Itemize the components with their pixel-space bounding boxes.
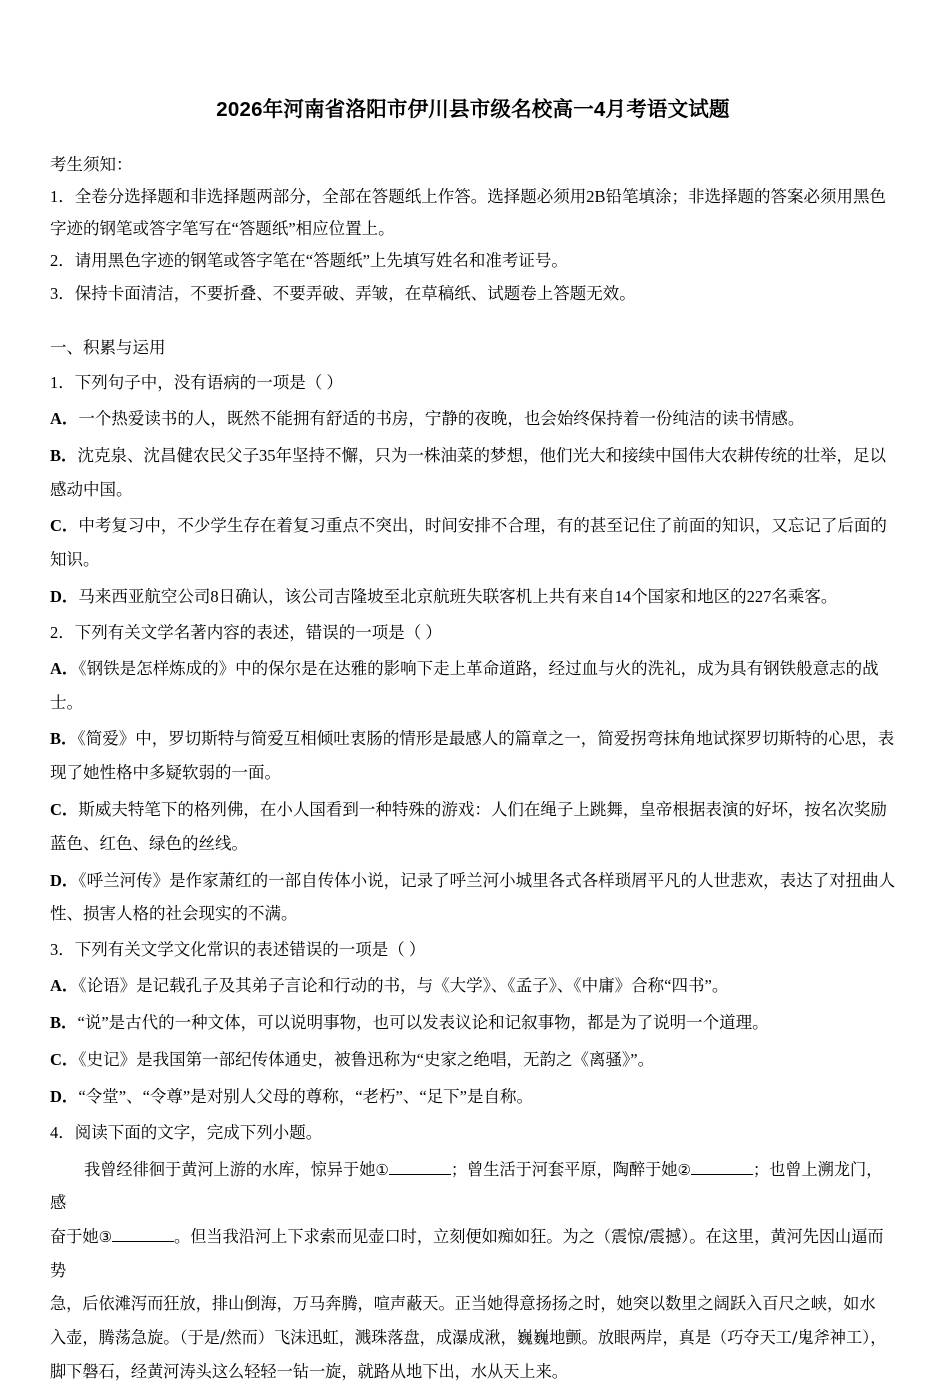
question-text: 下列有关文学文化常识的表述错误的一项是（ ） <box>74 940 426 960</box>
question-number: 2． <box>50 622 75 642</box>
question-stem <box>50 616 896 649</box>
notice-heading: 考生须知： <box>50 154 133 174</box>
passage-line: 急，后依滩泻而狂放，排山倒海，万马奔腾，喧声蔽天。正当她得意扬扬之时，她突以数里之阔跃入百尺之峡，如水 <box>50 1294 876 1314</box>
option-text: 《钢铁是怎样炼成的》中的保尔是在达雅的影响下走上革命道路，经过血与火的洗礼，成为具有钢铁般意志的战士。 <box>50 658 879 712</box>
passage-text: 奋于她 <box>50 1226 99 1246</box>
option-row <box>50 652 896 720</box>
option-row <box>50 1080 896 1114</box>
option-label: D． <box>50 586 79 606</box>
question-stem <box>50 1116 896 1149</box>
option-text: 沈克泉、沈昌健农民父子35年坚持不懈，只为一株油菜的梦想，他们光大和接续中国伟大农耕传统的壮举，足以感动中国。 <box>50 445 887 499</box>
option-row <box>50 1043 896 1077</box>
option-text: 《简爱》中，罗切斯特与简爱互相倾吐衷肠的情形是最感人的篇章之一，简爱拐弯抹角地试探罗切斯特的心思，表现了她性格中多疑软弱的一面。 <box>50 729 895 783</box>
question-number: 4． <box>50 1122 75 1142</box>
option-label: A． <box>50 408 79 428</box>
option-row <box>50 580 896 614</box>
option-row <box>50 439 896 507</box>
option-row <box>50 793 896 861</box>
section-heading: 一、积累与运用 <box>50 337 166 357</box>
option-text: “说”是古代的一种文体，可以说明事物，也可以发表议论和记叙事物，都是为了说明一个道理。 <box>77 1013 769 1033</box>
option-row <box>50 969 896 1003</box>
notice-item-1: 1．全卷分选择题和非选择题两部分，全部在答题纸上作答。选择题必须用2B铅笔填涂；非选择题的答案必须用黑色字迹的钢笔或答字笔写在“答题纸”相应位置上。 <box>50 187 887 239</box>
passage-text: 。但当我沿河上下求索而见壶口时，立刻便如痴如狂。为之（震惊/震撼）。在这里，黄河先因山逼而势 <box>50 1226 884 1280</box>
option-row <box>50 402 896 436</box>
fill-in-blank[interactable] <box>112 1225 174 1242</box>
question-number: 3． <box>50 940 75 960</box>
option-label: A． <box>50 658 79 678</box>
passage-line: 脚下磐石，经黄河涛头这么轻轻一钻一旋，就路从地下出，水从天上来。 <box>50 1361 568 1381</box>
option-text: 马来西亚航空公司8日确认，该公司吉隆坡至北京航班失联客机上共有来自14个国家和地区的227名乘客。 <box>78 586 838 606</box>
option-label: C． <box>50 1049 79 1069</box>
page-title: 2026年河南省洛阳市伊川县市级名校高一4月考语文试题 <box>216 98 730 121</box>
option-text: 《论语》是记载孔子及其弟子言论和行动的书，与《大学》、《孟子》、《中庸》合称“四书”。 <box>78 976 729 996</box>
option-label: B． <box>50 445 78 465</box>
question-number: 1． <box>50 372 75 392</box>
option-label: C． <box>50 800 79 820</box>
question-stem <box>50 933 896 966</box>
option-text: 《呼兰河传》是作家萧红的一部自传体小说，记录了呼兰河小城里各式各样琐屑平凡的人世悲欢，表达了对扭曲人性、损害人格的社会现实的不满。 <box>50 870 896 924</box>
notice-item-2: 2．请用黑色字迹的钢笔或答字笔在“答题纸”上先填写姓名和准考证号。 <box>50 251 568 271</box>
option-text: 斯威夫特笔下的格列佛，在小人国看到一种特殊的游戏：人们在绳子上跳舞，皇帝根据表演的好坏，按名次奖励蓝色、红色、绿色的丝线。 <box>50 800 887 853</box>
question-stem <box>50 366 896 399</box>
option-text: 中考复习中，不少学生存在着复习重点不突出，时间安排不合理，有的甚至记住了前面的知识，又忘记了后面的知识。 <box>50 516 887 570</box>
passage-line <box>50 1220 896 1287</box>
option-text: “令堂”、“令尊”是对别人父母的尊称，“老朽”、“足下”是自称。 <box>78 1086 534 1106</box>
fill-in-blank[interactable] <box>389 1157 451 1174</box>
question-text: 下列句子中，没有语病的一项是（ ） <box>74 372 343 392</box>
option-row <box>50 1006 896 1040</box>
option-row <box>50 864 896 932</box>
option-row <box>50 509 896 577</box>
passage-text: 我曾经徘徊于黄河上游的水库，惊异于她 <box>84 1159 376 1179</box>
fill-in-blank[interactable] <box>691 1157 753 1174</box>
option-label: C． <box>50 516 79 536</box>
question-text: 阅读下面的文字，完成下列小题。 <box>74 1122 323 1142</box>
option-row <box>50 722 896 790</box>
option-label: B． <box>50 1013 78 1033</box>
passage-line <box>50 1153 896 1220</box>
option-label: B． <box>50 729 78 749</box>
option-label: A． <box>50 976 79 996</box>
option-label: D． <box>50 1086 79 1106</box>
option-text: 《史记》是我国第一部纪传体通史，被鲁迅称为“史家之绝唱，无韵之《离骚》”。 <box>78 1049 655 1069</box>
blank-marker-1: ① <box>375 1160 389 1179</box>
passage-text: ；也曾上溯龙门，感 <box>50 1159 883 1213</box>
question-text: 下列有关文学名著内容的表述，错误的一项是（ ） <box>74 622 442 642</box>
blank-marker-3: ③ <box>98 1227 113 1246</box>
notice-item-3: 3．保持卡面清洁，不要折叠、不要弄破、弄皱，在草稿纸、试题卷上答题无效。 <box>50 283 636 303</box>
option-label: D． <box>50 870 79 890</box>
option-text: 一个热爱读书的人，既然不能拥有舒适的书房，宁静的夜晚，也会始终保持着一份纯洁的读书情感。 <box>78 408 805 428</box>
passage-line: 入壶，腾荡急旋。（于是/然而）飞沫迅虹，溅珠落盘，成瀑成湫，巍巍地颤。放眼两岸，真是（巧夺天工/鬼斧神工）， <box>50 1327 887 1347</box>
blank-marker-2: ② <box>677 1160 691 1179</box>
passage-text: ；曾生活于河套平原，陶醉于她 <box>450 1159 678 1179</box>
